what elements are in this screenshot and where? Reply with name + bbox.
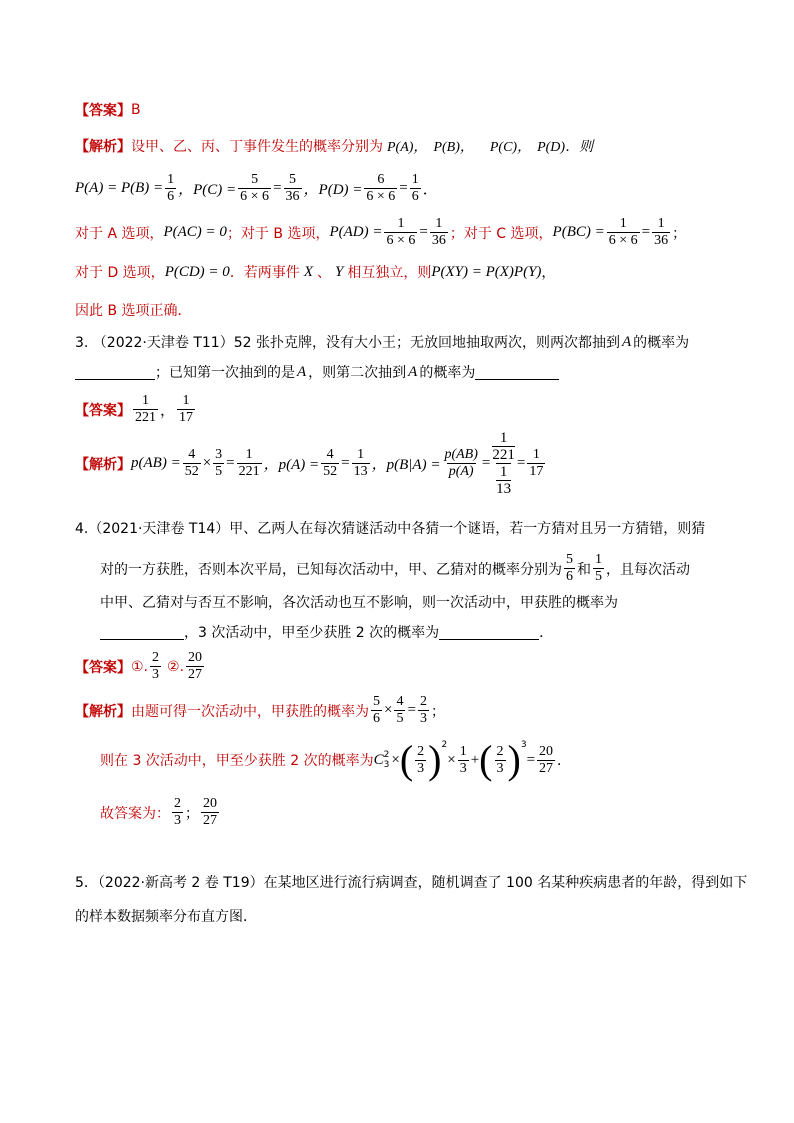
fraction: $\frac{1}{5}$ xyxy=(595,552,602,584)
q2-analysis-line xyxy=(75,136,593,156)
fraction: $\frac{5}{6}$ xyxy=(566,552,573,584)
option-c-eq: P(BC) = xyxy=(552,224,605,240)
option-b-eq: P(AD) = xyxy=(329,224,383,240)
fraction: $\frac{1}{6}$ xyxy=(411,172,419,204)
fraction: $\frac{2}{3}$ xyxy=(174,796,181,828)
q4-stem-line3: 中甲、乙猜对与否互不影响，各次活动也互不影响，则一次活动中，甲获胜的概率为 xyxy=(100,595,618,611)
answer-tag: 【答案】 xyxy=(75,103,131,119)
fraction: $\frac{2}{3}$ xyxy=(496,743,504,776)
fraction: $\frac{1}{17}$ xyxy=(179,393,194,425)
fraction: $\frac{1}{13}$ xyxy=(353,447,368,479)
fraction: $\frac{1}{6 \times 6}$ xyxy=(386,216,416,248)
fraction: $\frac{6}{6 \times 6}$ xyxy=(366,172,396,204)
fraction: $\frac{4}{52}$ xyxy=(323,447,338,479)
fraction: $\frac{5}{6}$ xyxy=(373,694,380,726)
q2-options-line: 对于 A 选项， P(AC) = 0 ；对于 B 选项， P(AD) = $\frac{1}{6 \times 6}$ = $\frac{1}{36}$ ；对于 C 选项， P(BC) = $\frac{1}{6 \times 6}$ = $\frac{1}{36}$ ； xyxy=(75,216,687,248)
prob-c: P(C)， xyxy=(489,140,532,155)
fraction: $\frac{4}{5}$ xyxy=(396,694,404,726)
answer-blank[interactable] xyxy=(439,625,539,640)
fraction: $\frac{1}{221}$ xyxy=(135,393,156,425)
analysis-tag: 【解析】 xyxy=(75,703,131,720)
fraction: $\frac{1}{6 \times 6}$ xyxy=(608,216,638,248)
fraction: $\frac{20}{27}$ xyxy=(203,796,217,828)
q3-number-text: 3. （2022·天津卷 T11）52 张扑克牌，没有大小王；无放回地抽取两次，则两次都抽到 xyxy=(75,335,620,351)
fraction: $\frac{2}{3}$ xyxy=(419,694,427,726)
prob-b: P(B)， xyxy=(433,140,474,155)
option-c-text: ；对于 C 选项， xyxy=(449,225,553,242)
q4-stem-line4: ，3 次活动中，甲至少获胜 2 次的概率为 ． xyxy=(100,622,553,642)
fraction: $\frac{1}{36}$ xyxy=(431,216,446,248)
answer-blank[interactable] xyxy=(75,365,155,380)
option-d-text: 对于 D 选项， xyxy=(75,265,165,281)
fraction: $\frac{1}{6}$ xyxy=(167,172,175,204)
fraction: $\frac{2}{3}$ xyxy=(152,650,160,682)
q2-equation-line: P(A) = P(B) = $\frac{1}{6}$ ，P(C) = $\frac{5}{6 \times 6}$ = $\frac{5}{36}$ ，P(D) = $\frac{6}{6 \times 6}$ = $\frac{1}{6}$ ． xyxy=(75,172,438,204)
fraction: $\frac{5}{36}$ xyxy=(285,172,300,204)
eq-mid2: ，P(D) = xyxy=(303,182,363,198)
analysis-text: 设甲、乙、丙、丁事件发生的概率分别为 xyxy=(131,139,383,155)
answer-tag: 【答案】 xyxy=(75,402,131,419)
q5-stem-line2: 的样本数据频率分布直方图． xyxy=(75,909,257,925)
eq-mid: ，P(C) = xyxy=(178,182,237,198)
option-a-text: 对于 A 选项， xyxy=(75,225,164,242)
answer-tag: 【答案】 xyxy=(75,659,131,676)
fraction: $\frac{1}{36}$ xyxy=(654,216,669,248)
independence-text: 相互独立，则 xyxy=(347,265,432,281)
option-d-mid: ．若两事件 xyxy=(229,265,300,281)
fraction: $\frac{5}{6 \times 6}$ xyxy=(240,172,270,204)
q4-stem-line2: 对的一方获胜，否则本次平局，已知每次活动中，甲、乙猜对的概率分别为 $\frac{5}{6}$ 和 $\frac{1}{5}$ ，且每次活动 xyxy=(100,552,690,584)
q3-analysis-line: 【解析】 p(AB) = $\frac{4}{52}$ × $\frac{3}{5}$ = $\frac{1}{221}$ ，p(A) = $\frac{4}{52}$ = $\frac{1}{13}$ ，p(B|A) = $\frac{p(AB)}{p(A)}$ = 1 221 1 13 = $\frac{1}{17}$ xyxy=(75,430,544,497)
q4-answer-line: 【答案】 ①. $\frac{2}{3}$ ②. $\frac{20}{27}$ xyxy=(75,650,203,682)
q3-stem-line1: 3. （2022·天津卷 T11）52 张扑克牌，没有大小王；无放回地抽取两次，则两次都抽到 A 的概率为 xyxy=(75,333,690,351)
q2-answer-line xyxy=(75,100,141,120)
q4-stem-line1: 4.（2021·天津卷 T14）甲、乙两人在每次猜谜活动中各猜一个谜语，若一方猜对且另一方猜错，则猜 xyxy=(75,521,706,537)
var-x: X xyxy=(303,263,313,280)
var-y: Y xyxy=(334,263,344,280)
fraction: $\frac{3}{5}$ xyxy=(215,447,223,479)
q3-answer-line: 【答案】 $\frac{1}{221}$ ， $\frac{1}{17}$ xyxy=(75,393,194,425)
fraction: $\frac{1}{221}$ xyxy=(238,447,260,479)
answer-value: B xyxy=(131,102,141,118)
q2-conclusion: 因此 B 选项正确． xyxy=(75,303,192,319)
fraction: $\frac{1}{3}$ xyxy=(459,743,467,776)
option-d-eq: P(CD) = 0 xyxy=(164,263,230,280)
analysis-tag: 【解析】 xyxy=(75,139,131,155)
prob-a: P(A)， xyxy=(387,140,428,155)
fraction: $\frac{20}{27}$ xyxy=(539,743,554,776)
independence-eq: P(XY) = P(X)P(Y) xyxy=(431,263,542,280)
fraction: $\frac{p(AB)}{p(A)}$ xyxy=(444,447,478,479)
answer-blank[interactable] xyxy=(100,625,184,640)
option-b-text: ；对于 B 选项， xyxy=(226,225,330,242)
q4-analysis-line2: 则在 3 次活动中，甲至少获胜 2 次的概率为 C 2 3 × ( $\frac{2}{3}$ ) $^2$ × $\frac{1}{3}$ + ( $\frac{2}{3}$ ) $^3$ = $\frac{20}{27}$ ． xyxy=(100,737,572,782)
fraction: $\frac{1}{17}$ xyxy=(529,447,544,479)
fraction: $\frac{4}{52}$ xyxy=(184,447,199,479)
fraction: $\frac{2}{3}$ xyxy=(417,743,425,776)
q3-stem-line2: ；已知第一次抽到的是 A ，则第二次抽到 A 的概率为 xyxy=(75,362,559,382)
answer-blank[interactable] xyxy=(475,365,559,380)
q4-final-answer: 故答案为： $\frac{2}{3}$ ； $\frac{20}{27}$ xyxy=(100,796,217,828)
option-a-eq: P(AC) = 0 xyxy=(163,224,227,240)
analysis-tag: 【解析】 xyxy=(75,456,131,473)
eq-lhs: P(A) = P(B) = xyxy=(75,180,164,196)
q5-stem-line1: 5．（2022·新高考 2 卷 T19）在某地区进行流行病调查，随机调查了 100 名某种疾病患者的年龄，得到如下 xyxy=(75,875,748,891)
fraction: $\frac{20}{27}$ xyxy=(188,650,203,682)
q4-analysis-line: 【解析】 由题可得一次活动中，甲获胜的概率为 $\frac{5}{6}$ × $\frac{4}{5}$ = $\frac{2}{3}$ ； xyxy=(75,694,445,726)
nested-fraction: 1 221 1 13 xyxy=(492,430,515,497)
prob-d: P(D)．则 xyxy=(537,140,594,155)
q2-option-d-line: 对于 D 选项， P(CD) = 0 ．若两事件 X 、 Y 相互独立，则 P(XY) = P(X)P(Y) ， xyxy=(75,263,556,281)
